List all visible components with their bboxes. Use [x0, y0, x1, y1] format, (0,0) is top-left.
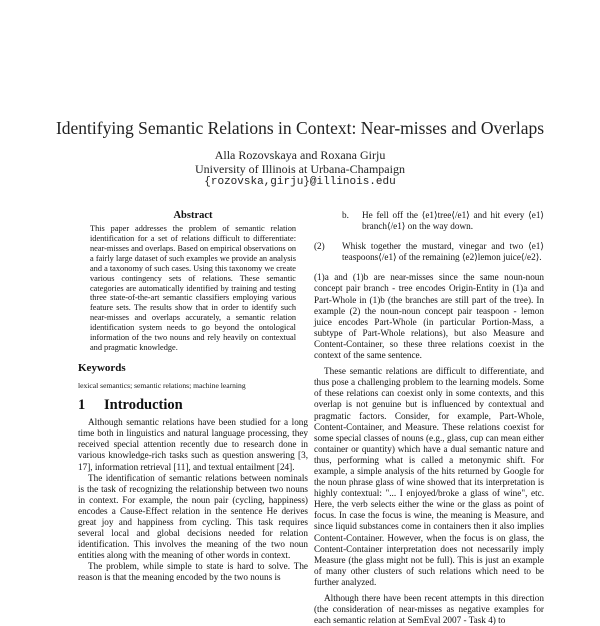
right-column [314, 210, 544, 626]
section-title: Introduction [104, 397, 183, 414]
paper-title: Identifying Semantic Relations in Context: Near-misses and Overlaps [55, 118, 545, 138]
abstract-heading: Abstract [173, 210, 213, 221]
example-1b [314, 210, 544, 232]
body-paragraph-1: (1)a and (1)b are near-misses since the same noun-noun concept pair branch - tree encodes Origin-Entity in (1)a and Part-Whole in (1)b (the branches are still part of the tree). In example (2) the noun-noun concept pair teaspoon - lemon juice encodes Part-Whole (in particular Portion-Mass, a subtype of Part-Whole relations), but also Measure and Content-Container, so these three relations coexist in the context of the same sentence. [314, 272, 544, 361]
keywords-text: lexical semantics; semantic relations; machine learning [78, 380, 246, 390]
intro-paragraph-1: Although semantic relations have been studied for a long time both in linguistics and natural language processing, they received special attention recently due to research done in various knowledge-rich tasks such as question answering [3, 17], information retrieval [11], and textual entailment [24]. [78, 417, 308, 472]
abstract-text: This paper addresses the problem of semantic relation identification for a set of relations difficult to differentiate: near-misses and overlaps. Based on empirical observations on a fairly large dataset of such examples we provide an analysis and a taxonomy of such cases. Using this taxonomy we create various contingency sets of relations. These semantic categories are automatically identified by training and testing three state-of-the-art semantic classifiers employing various feature sets. The results show that in order to identify such near-misses and overlaps accurately, a semantic relation identification system needs to go beyond the ontological information of the two nouns and rely heavily on contextual and pragmatic knowledge. [90, 224, 296, 352]
left-column [78, 210, 308, 584]
example-label: b. [342, 210, 349, 220]
intro-paragraph-2: The identification of semantic relations between nominals is the task of recognizing the relationship between two nouns in context. For example, the noun pair (cycling, happiness) encodes a Cause-Effect relation in the sentence He derives great joy and happiness from cycling. This task requires several local and global decisions needed for relation identification. This involves the meaning of the two noun entities along with the meaning of other words in context. [78, 472, 308, 561]
section-heading-introduction [78, 397, 308, 414]
affiliation: University of Illinois at Urbana-Champaign [195, 162, 405, 176]
author-email: {rozovska,girju}@illinois.edu [204, 176, 396, 188]
keywords-heading: Keywords [78, 361, 126, 374]
example-label: (2) [314, 241, 325, 252]
intro-paragraph-3: The problem, while simple to state is hard to solve. The reason is that the meaning encoded by the two nouns is [78, 561, 308, 583]
body-paragraph-3: Although there have been recent attempts in this direction (the consideration of near-misses as negative examples for each semantic relation at SemEval 2007 - Task 4) to [314, 593, 544, 626]
body-paragraph-2: These semantic relations are difficult to differentiate, and thus pose a challenging problem to the learning models. Some of these relations can coexist only in some contexts, and this overlap is not genuine but is influenced by contextual and pragmatic factors. Consider, for example, Part-Whole, Content-Container, and Measure. These relations coexist for some special classes of nouns (e.g., glass, cup can mean either container or quantity) which have a dual semantic nature and thus, performing what is called a metonymic shift. For example, a simple analysis of the hits returned by Google for the noun phrase glass of wine showed that its interpretation is highly contextual: "... I enjoyed/broke a glass of wine", etc. Here, the verb selects either the wine or the glass as point of focus. In case the focus is wine, the meaning is Measure, and since liquid substances come in containers then it also implies Content-Container. However, when the focus is on glass, the Content-Container interpretation does not necessarily imply Measure (the glass might not be full). This is just an example of many other clusters of such relations which need to be further analyzed. [314, 366, 544, 587]
example-text: He fell off the ⟨e1⟩tree⟨/e1⟩ and hit every ⟨e1⟩branch⟨/e1⟩ on the way down. [362, 210, 544, 232]
example-2 [314, 241, 544, 263]
example-text: Whisk together the mustard, vinegar and two ⟨e1⟩teaspoons⟨/e1⟩ of the remaining ⟨e2⟩lemon juice⟨/e2⟩. [342, 241, 544, 263]
authors: Alla Rozovskaya and Roxana Girju [214, 148, 386, 162]
section-number: 1 [78, 397, 86, 414]
